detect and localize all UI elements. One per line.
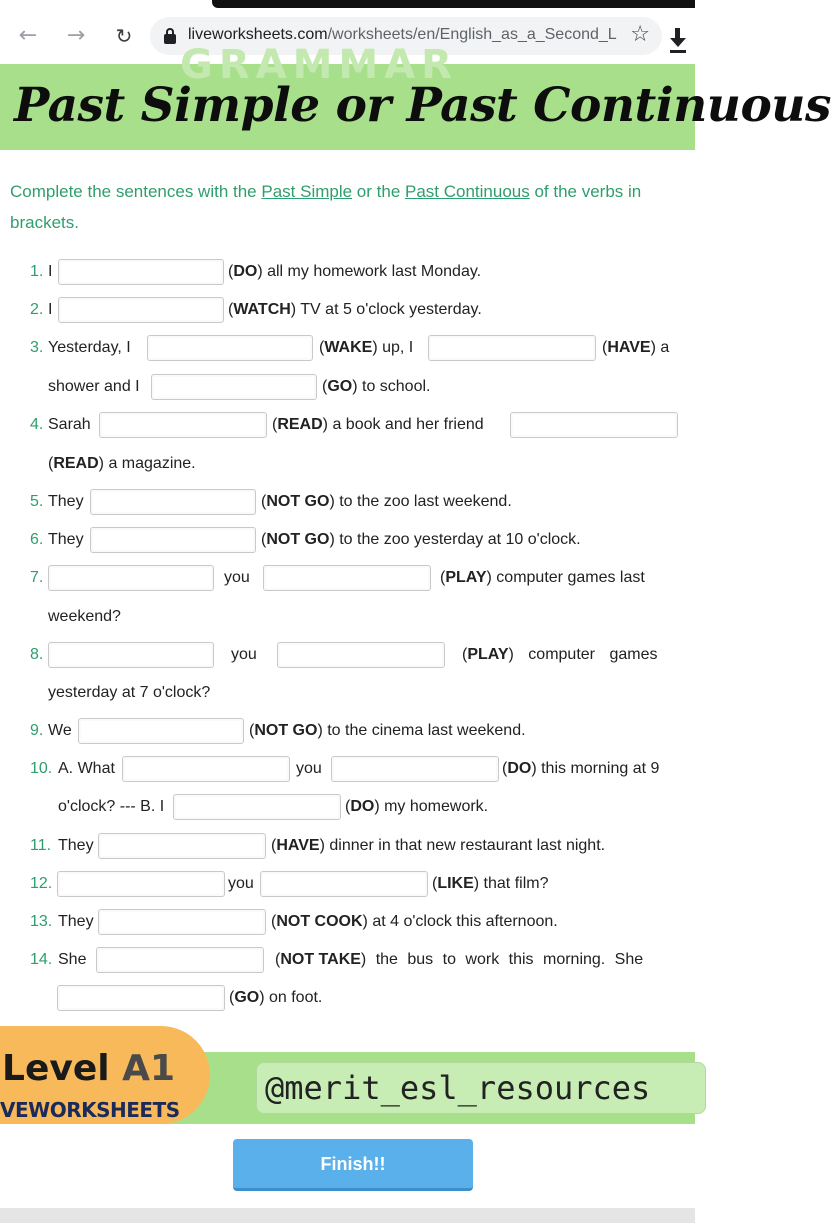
answer-input-14a[interactable] (96, 947, 264, 973)
question-number: 4. (30, 416, 44, 433)
status-bar-dark (212, 0, 695, 8)
question-text: my homework. (379, 798, 489, 815)
question-number: 9. (30, 722, 44, 739)
question-number: 10. (30, 760, 53, 777)
brand-name: VEWORKSHEETS (0, 1098, 180, 1122)
question-number: 7. (30, 569, 44, 586)
answer-input-12b[interactable] (260, 871, 428, 897)
author-handle-box (256, 1062, 706, 1114)
title-banner (0, 42, 831, 150)
arrow-left-icon: ← (18, 23, 38, 48)
verb-hint: NOT TAKE (280, 951, 361, 968)
answer-input-8b[interactable] (277, 642, 445, 668)
question-text: They (58, 913, 94, 930)
footer-banner (0, 1026, 695, 1124)
answer-input-2[interactable] (58, 297, 224, 323)
question-number: 1. (30, 263, 44, 280)
author-handle: @merit_esl_resources (265, 1069, 651, 1107)
reload-icon: ↻ (115, 24, 133, 48)
past-continuous-link[interactable]: Past Continuous (405, 182, 530, 201)
question-number: 12. (30, 875, 53, 892)
answer-input-10c[interactable] (173, 794, 341, 820)
answer-input-7a[interactable] (48, 565, 214, 591)
answer-input-3b[interactable] (428, 335, 596, 361)
question-text: weekend? (48, 608, 121, 625)
question-number: 14. (30, 951, 53, 968)
question-text: you (228, 875, 254, 892)
question-text: a book and her friend (328, 416, 484, 433)
question-text: all my homework last Monday. (262, 263, 482, 280)
answer-input-8a[interactable] (48, 642, 214, 668)
question-text: I (48, 263, 53, 280)
answer-input-10b[interactable] (331, 756, 499, 782)
question-text: on foot. (264, 989, 323, 1006)
question-text: you (231, 646, 257, 663)
past-simple-link[interactable]: Past Simple (261, 182, 353, 201)
reload-button[interactable] (110, 22, 138, 50)
instructions-text-3: of the verbs in brackets. (10, 182, 642, 232)
url-path: /worksheets/en/English_as_a_Second_L (327, 26, 617, 43)
answer-input-3a[interactable] (147, 335, 313, 361)
level-code: A1 (122, 1048, 176, 1089)
question-text: They (48, 531, 84, 548)
question-text: computer games last (491, 569, 645, 586)
verb-hint: WATCH (233, 301, 291, 318)
bookmark-star-button[interactable] (630, 22, 650, 47)
verb-hint: GO (327, 378, 353, 395)
answer-input-5[interactable] (90, 489, 256, 515)
answer-input-6[interactable] (90, 527, 256, 553)
question-text: TV at 5 o'clock yesterday. (296, 301, 482, 318)
question-text: computer games (513, 646, 658, 663)
verb-hint: PLAY (467, 646, 509, 663)
question-text: shower and I (48, 378, 140, 395)
answer-input-9[interactable] (78, 718, 244, 744)
question-number: 6. (30, 531, 44, 548)
verb-hint: LIKE (437, 875, 474, 892)
question-text: dinner in that new restaurant last night. (324, 837, 606, 854)
answer-input-11[interactable] (98, 833, 266, 859)
verb-hint: DO (350, 798, 375, 815)
finish-button[interactable]: Finish!! (233, 1139, 473, 1191)
instructions (10, 176, 690, 238)
question-number: 3. (30, 339, 44, 356)
verb-hint: NOT GO (266, 531, 330, 548)
question-number: 11. (30, 837, 52, 854)
question-text: to the zoo last weekend. (334, 493, 512, 510)
question-text: yesterday at 7 o'clock? (48, 684, 211, 701)
question-text: o'clock? --- B. I (58, 798, 165, 815)
question-number: 2. (30, 301, 44, 318)
answer-input-1[interactable] (58, 259, 224, 285)
verb-hint: READ (277, 416, 323, 433)
verb-hint: GO (234, 989, 260, 1006)
question-text: A. What (58, 760, 115, 777)
verb-hint: DO (507, 760, 532, 777)
question-text: up, I (377, 339, 414, 356)
question-text: a (655, 339, 670, 356)
level-label (2, 1048, 175, 1089)
bottom-strip (0, 1208, 695, 1223)
worksheet-title: Past Simple or Past Continuous (14, 78, 831, 133)
answer-input-14b[interactable] (57, 985, 225, 1011)
question-text: you (224, 569, 250, 586)
answer-input-7b[interactable] (263, 565, 431, 591)
answer-input-4a[interactable] (99, 412, 267, 438)
question-text: a magazine. (104, 455, 196, 472)
answer-input-4b[interactable] (510, 412, 678, 438)
question-number: 13. (30, 913, 53, 930)
verb-hint: NOT COOK (276, 913, 363, 930)
banner-watermark: GRAMMAR (180, 42, 458, 88)
forward-button[interactable] (62, 22, 90, 50)
answer-input-13[interactable] (98, 909, 266, 935)
arrow-right-icon: → (66, 23, 86, 48)
verb-hint: NOT GO (266, 493, 330, 510)
lock-icon (164, 28, 176, 44)
status-bar (0, 0, 695, 8)
question-text: I (48, 301, 53, 318)
verb-hint: HAVE (276, 837, 320, 854)
answer-input-10a[interactable] (122, 756, 290, 782)
question-text: to the zoo yesterday at 10 o'clock. (334, 531, 581, 548)
star-icon: ☆ (630, 22, 650, 47)
instructions-text-1: Complete the sentences with the (10, 182, 262, 201)
verb-hint: NOT GO (254, 722, 318, 739)
verb-hint: PLAY (445, 569, 487, 586)
question-text: to school. (357, 378, 431, 395)
question-number: 5. (30, 493, 44, 510)
question-text: They (58, 837, 94, 854)
question-text: Sarah (48, 416, 91, 433)
answer-input-12a[interactable] (57, 871, 225, 897)
verb-hint: HAVE (607, 339, 651, 356)
back-button[interactable] (14, 22, 42, 50)
question-text: you (296, 760, 322, 777)
question-text: Yesterday, I (48, 339, 131, 356)
question-text: the bus to work this morning. She (366, 951, 644, 968)
verb-hint: DO (233, 263, 258, 280)
question-text: that film? (479, 875, 549, 892)
question-text: this morning at 9 (536, 760, 660, 777)
question-text: at 4 o'clock this afternoon. (367, 913, 558, 930)
level-word: Level (2, 1048, 110, 1089)
download-icon[interactable] (668, 28, 688, 56)
url-domain: liveworksheets.com (188, 26, 328, 43)
answer-input-3c[interactable] (151, 374, 317, 400)
verb-hint: READ (53, 455, 99, 472)
question-text: We (48, 722, 72, 739)
question-text: She (58, 951, 87, 968)
question-number: 8. (30, 646, 44, 663)
question-text: to the cinema last weekend. (322, 722, 526, 739)
instructions-text-2: or the (352, 182, 405, 201)
verb-hint: WAKE (324, 339, 373, 356)
question-text: They (48, 493, 84, 510)
